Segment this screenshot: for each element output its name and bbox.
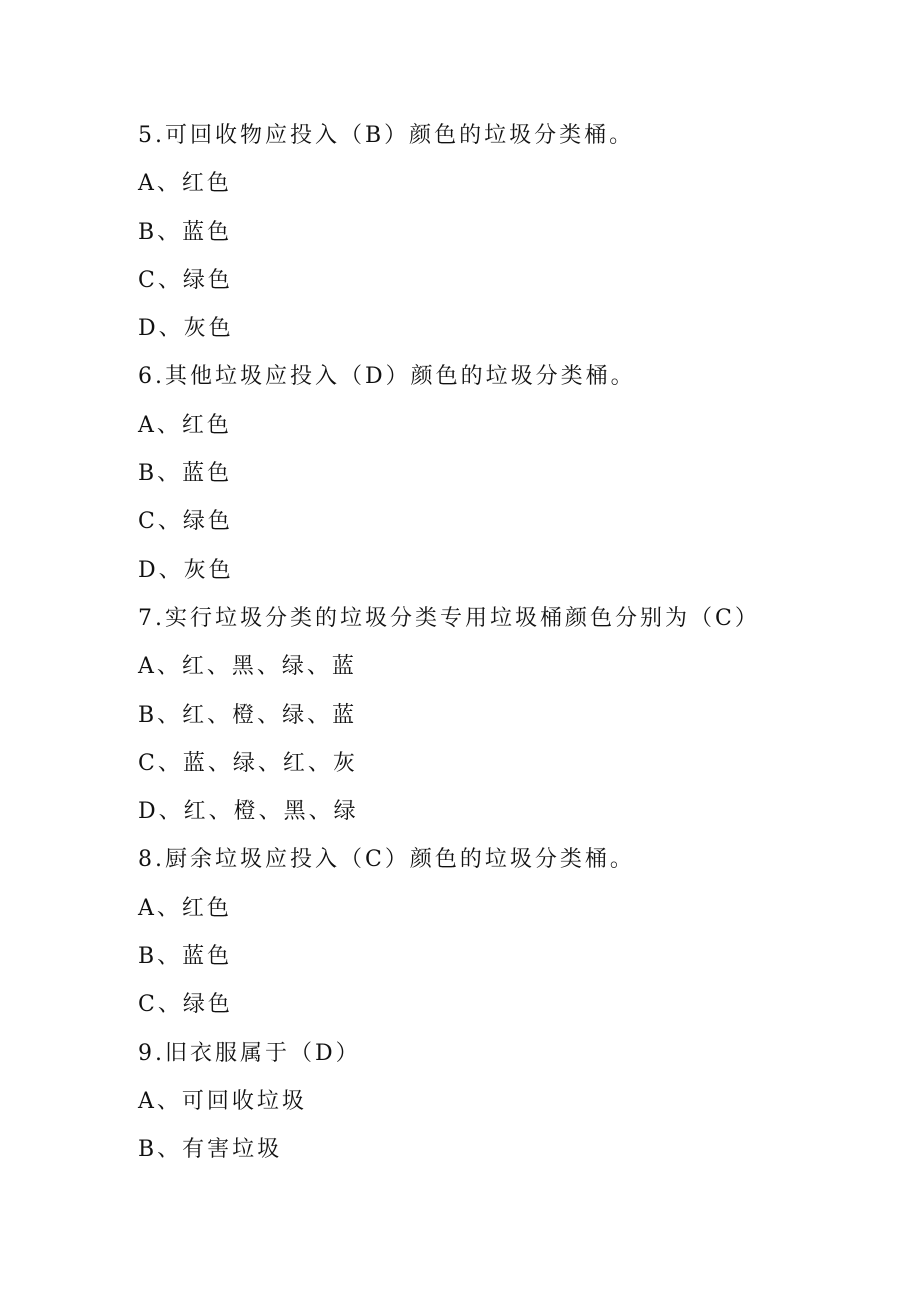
question-5-stem: 5.可回收物应投入（B）颜色的垃圾分类桶。: [138, 123, 635, 148]
question-5-option-c: C、绿色: [138, 267, 233, 293]
question-7-option-d: D、红、橙、黑、绿: [138, 799, 359, 825]
question-6-option-a: A、红色: [138, 412, 232, 438]
question-7-option-b: B、红、橙、绿、蓝: [138, 702, 358, 728]
question-6-option-d: D、灰色: [138, 557, 234, 583]
question-8-option-b: B、蓝色: [138, 944, 233, 970]
question-5-option-d: D、灰色: [138, 316, 234, 342]
question-5-option-b: B、蓝色: [138, 219, 233, 245]
question-9-stem: 9.旧衣服属于（D）: [138, 1040, 361, 1066]
question-8-option-a: A、红色: [138, 895, 232, 921]
document-page: [138, 112, 878, 1175]
question-8-stem: 8.厨余垃圾应投入（C）颜色的垃圾分类桶。: [138, 847, 635, 873]
question-7-option-c: C、蓝、绿、红、灰: [138, 750, 358, 776]
question-8-option-c: C、绿色: [138, 992, 233, 1018]
question-6-option-c: C、绿色: [138, 509, 233, 535]
question-5-option-a: A、红色: [138, 171, 232, 197]
question-7-stem: 7.实行垃圾分类的垃圾分类专用垃圾桶颜色分别为（C）: [138, 605, 760, 631]
question-9-option-a: A、可回收垃圾: [138, 1088, 307, 1114]
question-7-option-a: A、红、黑、绿、蓝: [138, 654, 357, 680]
question-6-stem: 6.其他垃圾应投入（D）颜色的垃圾分类桶。: [138, 364, 636, 390]
question-9-option-b: B、有害垃圾: [138, 1137, 283, 1163]
question-6-option-b: B、蓝色: [138, 461, 233, 487]
